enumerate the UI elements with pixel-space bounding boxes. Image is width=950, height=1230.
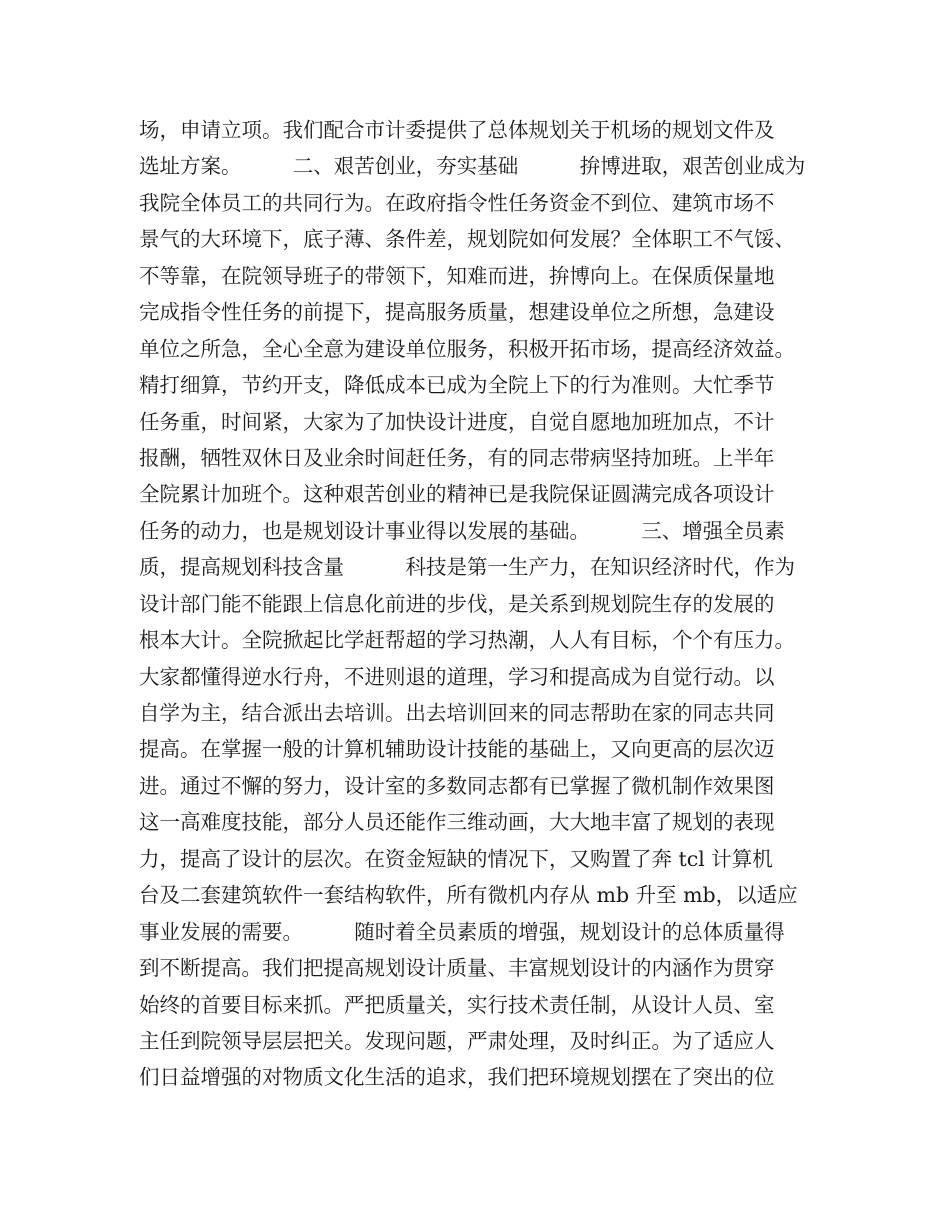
- text-line: 们日益增强的对物质文化生活的追求，我们把环境规划摆在了突出的位: [139, 1065, 775, 1090]
- text-line: 报酬，牺牲双休日及业余时间赶任务，有的同志带病坚持加班。上半年: [139, 445, 775, 470]
- text-line: 进。通过不懈的努力，设计室的多数同志都有已掌握了微机制作效果图: [139, 773, 775, 798]
- text-line: 任务的动力，也是规划设计事业得以发展的基础。 三、增强全员素: [139, 518, 785, 543]
- text-line: 始终的首要目标来抓。严把质量关，实行技术责任制，从设计人员、室: [139, 992, 775, 1017]
- text-line: 到不断提高。我们把提高规划设计质量、丰富规划设计的内涵作为贯穿: [139, 956, 775, 981]
- text-line: 台及二套建筑软件一套结构软件，所有微机内存从 mb 升至 mb，以适应: [139, 883, 798, 908]
- text-line: 力，提高了设计的层次。在资金短缺的情况下，又购置了奔 tcl 计算机: [139, 846, 773, 871]
- text-line: 主任到院领导层层把关。发现问题，严肃处理，及时纠正。为了适应人: [139, 1028, 775, 1053]
- text-line: 全院累计加班个。这种艰苦创业的精神已是我院保证圆满完成各项设计: [139, 482, 775, 507]
- text-line: 场，申请立项。我们配合市计委提供了总体规划关于机场的规划文件及: [139, 118, 775, 142]
- text-line: 自学为主，结合派出去培训。出去培训回来的同志帮助在家的同志共同: [139, 701, 775, 725]
- text-line: 选址方案。 二、艰苦创业，夯实基础 拚博进取，艰苦创业成为: [139, 154, 806, 179]
- text-line: 事业发展的需要。 随时着全员素质的增强，规划设计的总体质量得: [139, 919, 785, 944]
- text-line: 设计部门能不能跟上信息化前进的步伐，是关系到规划院生存的发展的: [139, 591, 775, 616]
- text-line: 质，提高规划科技含量 科技是第一生产力，在知识经济时代，作为: [139, 555, 795, 580]
- text-line: 景气的大环境下，底子薄、条件差，规划院如何发展？全体职工不气馁、: [139, 227, 795, 252]
- text-line: 这一高难度技能，部分人员还能作三维动画，大大地丰富了规划的表现: [139, 810, 775, 835]
- text-line: 不等靠，在院领导班子的带领下，知难而进，拚博向上。在保质保量地: [139, 263, 775, 288]
- text-line: 大家都懂得逆水行舟，不进则退的道理，学习和提高成为自觉行动。以: [139, 664, 775, 689]
- text-line: 单位之所急，全心全意为建设单位服务，积极开拓市场，提高经济效益。: [139, 336, 795, 361]
- text-line: 我院全体员工的共同行为。在政府指令性任务资金不到位、建筑市场不: [139, 190, 775, 215]
- text-line: 精打细算，节约开支，降低成本已成为全院上下的行为准则。大忙季节: [139, 373, 775, 398]
- text-line: 提高。在掌握一般的计算机辅助设计技能的基础上，又向更高的层次迈: [139, 737, 775, 762]
- text-line: 完成指令性任务的前提下，提高服务质量，想建设单位之所想，急建设: [139, 300, 775, 325]
- text-line: 根本大计。全院掀起比学赶帮超的学习热潮，人人有目标，个个有压力。: [139, 628, 795, 653]
- body-text: [139, 112, 819, 1096]
- text-line: 任务重，时间紧，大家为了加快设计进度，自觉自愿地加班加点，不计: [139, 409, 775, 434]
